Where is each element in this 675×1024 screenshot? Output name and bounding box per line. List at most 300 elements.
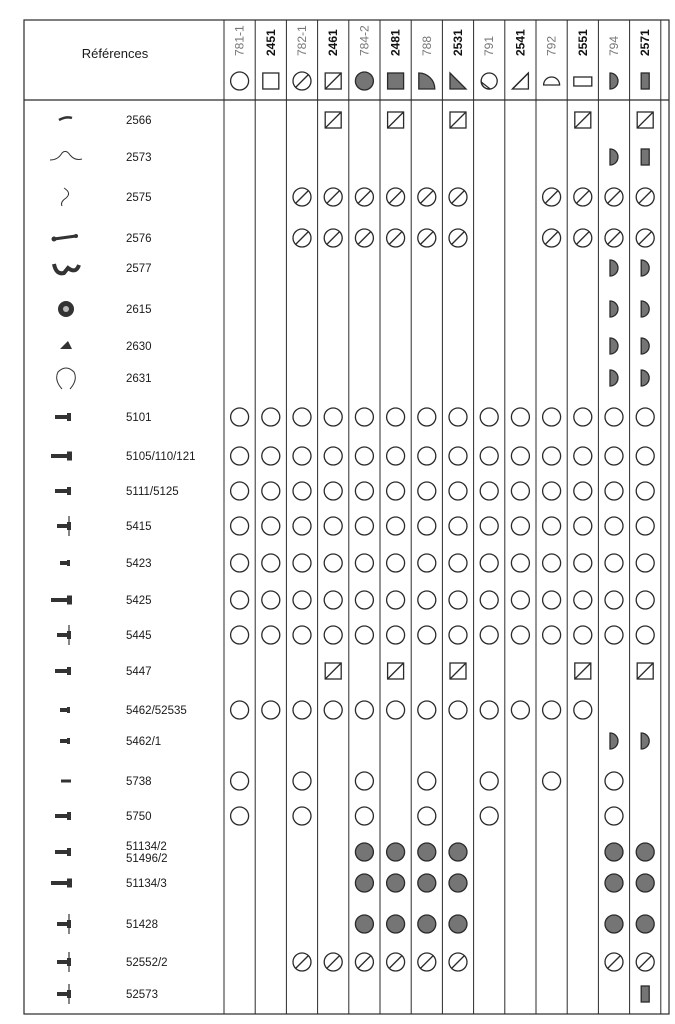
part-illustration-icon bbox=[51, 879, 72, 888]
compatibility-mark-icon bbox=[605, 517, 623, 535]
compatibility-mark-icon bbox=[605, 807, 623, 825]
column-header bbox=[293, 25, 311, 90]
reference-number: 51428 bbox=[126, 919, 158, 931]
compatibility-mark-icon bbox=[543, 229, 561, 247]
table-row bbox=[59, 112, 653, 128]
compatibility-mark-icon bbox=[355, 229, 373, 247]
part-illustration-icon bbox=[60, 738, 70, 744]
compatibility-mark-icon bbox=[293, 517, 311, 535]
column-code: 2461 bbox=[326, 29, 341, 56]
compatibility-mark-icon bbox=[605, 591, 623, 609]
column-code: 782-1 bbox=[295, 25, 309, 56]
compatibility-mark-icon bbox=[387, 915, 405, 933]
compatibility-mark-icon bbox=[605, 188, 623, 206]
part-illustration-icon bbox=[58, 301, 74, 317]
part-illustration-icon bbox=[55, 413, 71, 421]
compatibility-mark-icon bbox=[418, 874, 436, 892]
compatibility-mark-icon bbox=[575, 663, 591, 679]
compatibility-mark-icon bbox=[543, 482, 561, 500]
compatibility-mark-icon bbox=[511, 554, 529, 572]
compatibility-mark-icon bbox=[293, 482, 311, 500]
compatibility-mark-icon bbox=[511, 701, 529, 719]
compatibility-mark-icon bbox=[610, 301, 618, 317]
column-code: 2531 bbox=[451, 29, 465, 56]
column-header bbox=[419, 36, 435, 89]
compatibility-mark-icon bbox=[610, 338, 618, 354]
column-code: 2571 bbox=[638, 29, 653, 56]
compatibility-mark-icon bbox=[636, 554, 654, 572]
column-header bbox=[607, 36, 621, 89]
compatibility-mark-icon bbox=[324, 591, 342, 609]
compatibility-mark-icon bbox=[574, 591, 592, 609]
table-row bbox=[57, 516, 654, 536]
compatibility-mark-icon bbox=[418, 772, 436, 790]
table-row bbox=[51, 874, 654, 892]
compatibility-mark-icon bbox=[511, 408, 529, 426]
compatibility-mark-icon bbox=[605, 843, 623, 861]
legend-symbol-icon bbox=[574, 77, 592, 86]
compatibility-mark-icon bbox=[387, 517, 405, 535]
compatibility-mark-icon bbox=[637, 112, 653, 128]
compatibility-mark-icon bbox=[262, 591, 280, 609]
compatibility-mark-icon bbox=[388, 663, 404, 679]
reference-number: 2573 bbox=[126, 152, 152, 164]
compatibility-mark-icon bbox=[574, 517, 592, 535]
table-row bbox=[57, 914, 654, 934]
compatibility-mark-icon bbox=[449, 554, 467, 572]
part-illustration-icon bbox=[62, 188, 69, 206]
compatibility-mark-icon bbox=[231, 447, 249, 465]
compatibility-mark-icon bbox=[543, 447, 561, 465]
compatibility-mark-icon bbox=[605, 229, 623, 247]
compatibility-mark-icon bbox=[418, 701, 436, 719]
compatibility-mark-icon bbox=[355, 591, 373, 609]
legend-symbol-icon bbox=[293, 72, 311, 90]
reference-number: 5423 bbox=[126, 558, 152, 570]
reference-number: 2576 bbox=[126, 233, 152, 245]
part-illustration-icon bbox=[52, 234, 79, 242]
compatibility-mark-icon bbox=[511, 591, 529, 609]
compatibility-mark-icon bbox=[231, 626, 249, 644]
table-row bbox=[55, 408, 654, 426]
compatibility-mark-icon bbox=[480, 591, 498, 609]
compatibility-mark-icon bbox=[324, 408, 342, 426]
compatibility-mark-icon bbox=[641, 260, 649, 276]
compatibility-mark-icon bbox=[636, 874, 654, 892]
part-illustration-icon bbox=[55, 848, 71, 856]
compatibility-mark-icon bbox=[511, 447, 529, 465]
compatibility-mark-icon bbox=[325, 112, 341, 128]
compatibility-mark-icon bbox=[387, 591, 405, 609]
compatibility-mark-icon bbox=[324, 953, 342, 971]
compatibility-mark-icon bbox=[324, 701, 342, 719]
compatibility-mark-icon bbox=[605, 626, 623, 644]
compatibility-mark-icon bbox=[418, 229, 436, 247]
reference-number: 5445 bbox=[126, 630, 152, 642]
reference-number: 2631 bbox=[126, 373, 152, 385]
part-illustration-icon bbox=[57, 625, 71, 645]
compatibility-mark-icon bbox=[418, 953, 436, 971]
reference-number: 5111/5125 bbox=[126, 486, 179, 498]
legend-symbol-icon bbox=[325, 73, 341, 89]
compatibility-mark-icon bbox=[231, 701, 249, 719]
compatibility-mark-icon bbox=[605, 772, 623, 790]
reference-number: 5415 bbox=[126, 521, 152, 533]
compatibility-mark-icon bbox=[293, 591, 311, 609]
compatibility-mark-icon bbox=[641, 338, 649, 354]
column-header bbox=[512, 29, 528, 89]
compatibility-mark-icon bbox=[610, 260, 618, 276]
legend-symbol-icon bbox=[355, 72, 373, 90]
reference-number: 2577 bbox=[126, 263, 152, 275]
compatibility-mark-icon bbox=[418, 447, 436, 465]
legend-symbol-icon bbox=[512, 73, 528, 89]
table-row bbox=[55, 841, 654, 865]
part-illustration-icon bbox=[57, 516, 71, 536]
compatibility-mark-icon bbox=[574, 482, 592, 500]
compatibility-mark-icon bbox=[449, 229, 467, 247]
compatibility-mark-icon bbox=[387, 953, 405, 971]
compatibility-mark-icon bbox=[574, 701, 592, 719]
compatibility-mark-icon bbox=[418, 626, 436, 644]
table-row bbox=[52, 229, 655, 247]
reference-number: 5105/110/121 bbox=[126, 451, 196, 463]
compatibility-mark-icon bbox=[293, 772, 311, 790]
compatibility-mark-icon bbox=[262, 517, 280, 535]
compatibility-mark-icon bbox=[511, 482, 529, 500]
compatibility-mark-icon bbox=[637, 663, 653, 679]
compatibility-mark-icon bbox=[262, 626, 280, 644]
compatibility-mark-icon bbox=[574, 626, 592, 644]
legend-symbol-icon bbox=[481, 73, 497, 89]
compatibility-mark-icon bbox=[293, 408, 311, 426]
compatibility-mark-icon bbox=[543, 517, 561, 535]
compatibility-mark-icon bbox=[324, 517, 342, 535]
column-code: 792 bbox=[544, 35, 559, 56]
compatibility-mark-icon bbox=[636, 843, 654, 861]
compatibility-mark-icon bbox=[387, 626, 405, 644]
compatibility-mark-icon bbox=[605, 447, 623, 465]
compatibility-mark-icon bbox=[641, 986, 649, 1002]
compatibility-mark-icon bbox=[543, 188, 561, 206]
legend-symbol-icon bbox=[419, 73, 435, 89]
compatibility-mark-icon bbox=[418, 807, 436, 825]
compatibility-mark-icon bbox=[480, 482, 498, 500]
compatibility-mark-icon bbox=[480, 772, 498, 790]
table-row bbox=[55, 663, 653, 679]
table-row bbox=[57, 625, 654, 645]
column-header bbox=[574, 29, 592, 86]
table-row bbox=[55, 482, 654, 500]
compatibility-mark-icon bbox=[355, 701, 373, 719]
part-illustration-icon bbox=[50, 151, 82, 160]
column-code: 2541 bbox=[513, 29, 528, 56]
compatibility-mark-icon bbox=[355, 807, 373, 825]
reference-number: 5425 bbox=[126, 595, 152, 607]
part-illustration-icon bbox=[59, 117, 72, 120]
compatibility-mark-icon bbox=[636, 482, 654, 500]
compatibility-mark-icon bbox=[293, 229, 311, 247]
part-illustration-icon bbox=[61, 780, 71, 783]
compatibility-mark-icon bbox=[574, 408, 592, 426]
compatibility-mark-icon bbox=[480, 701, 498, 719]
compatibility-mark-icon bbox=[324, 229, 342, 247]
table-row bbox=[50, 149, 649, 165]
compatibility-mark-icon bbox=[610, 733, 618, 749]
compatibility-mark-icon bbox=[574, 447, 592, 465]
part-illustration-icon bbox=[55, 812, 71, 820]
table-grid bbox=[24, 20, 669, 1014]
compatibility-mark-icon bbox=[543, 408, 561, 426]
legend-symbol-icon bbox=[641, 73, 649, 89]
compatibility-mark-icon bbox=[355, 772, 373, 790]
column-code: 2451 bbox=[263, 29, 278, 56]
column-header bbox=[638, 29, 652, 89]
reference-number: 5101 bbox=[126, 412, 152, 424]
legend-symbol-icon bbox=[231, 72, 249, 90]
column-code: 794 bbox=[607, 35, 621, 56]
compatibility-mark-icon bbox=[293, 701, 311, 719]
table-row bbox=[57, 952, 654, 972]
compatibility-mark-icon bbox=[231, 482, 249, 500]
compatibility-mark-icon bbox=[387, 188, 405, 206]
reference-number: 2615 bbox=[126, 304, 152, 316]
compatibility-mark-icon bbox=[262, 701, 280, 719]
compatibility-mark-icon bbox=[231, 772, 249, 790]
compatibility-mark-icon bbox=[355, 408, 373, 426]
compatibility-mark-icon bbox=[605, 482, 623, 500]
part-illustration-icon bbox=[57, 914, 71, 934]
table-row bbox=[54, 260, 649, 276]
part-illustration-icon bbox=[51, 596, 72, 605]
compatibility-mark-icon bbox=[355, 517, 373, 535]
compatibility-mark-icon bbox=[605, 408, 623, 426]
column-code: 791 bbox=[482, 35, 497, 56]
table-header bbox=[82, 25, 652, 90]
reference-number: 51134/2 bbox=[126, 841, 167, 853]
compatibility-mark-icon bbox=[610, 370, 618, 386]
reference-number: 5738 bbox=[126, 776, 152, 788]
compatibility-mark-icon bbox=[449, 953, 467, 971]
compatibility-mark-icon bbox=[605, 915, 623, 933]
compatibility-mark-icon bbox=[449, 408, 467, 426]
compatibility-mark-icon bbox=[262, 408, 280, 426]
compatibility-mark-icon bbox=[418, 188, 436, 206]
reference-number: 51134/3 bbox=[126, 878, 167, 890]
compatibility-mark-icon bbox=[293, 807, 311, 825]
table-row bbox=[60, 338, 649, 354]
compatibility-mark-icon bbox=[231, 517, 249, 535]
part-illustration-icon bbox=[54, 264, 79, 273]
compatibility-mark-icon bbox=[480, 554, 498, 572]
table-row bbox=[60, 554, 654, 572]
part-illustration-icon bbox=[57, 984, 71, 1004]
table-body bbox=[50, 112, 654, 1004]
compatibility-mark-icon bbox=[231, 807, 249, 825]
compatibility-mark-icon bbox=[355, 482, 373, 500]
compatibility-mark-icon bbox=[449, 874, 467, 892]
compatibility-mark-icon bbox=[324, 447, 342, 465]
compatibility-mark-icon bbox=[387, 843, 405, 861]
compatibility-mark-icon bbox=[293, 953, 311, 971]
compatibility-mark-icon bbox=[605, 554, 623, 572]
compatibility-mark-icon bbox=[387, 874, 405, 892]
compatibility-mark-icon bbox=[480, 517, 498, 535]
compatibility-mark-icon bbox=[418, 915, 436, 933]
compatibility-mark-icon bbox=[449, 591, 467, 609]
compatibility-mark-icon bbox=[543, 554, 561, 572]
compatibility-mark-icon bbox=[636, 408, 654, 426]
reference-number: 2630 bbox=[126, 341, 152, 353]
compatibility-mark-icon bbox=[480, 408, 498, 426]
compatibility-mark-icon bbox=[355, 554, 373, 572]
reference-number: 2566 bbox=[126, 115, 152, 127]
compatibility-mark-icon bbox=[449, 188, 467, 206]
compatibility-mark-icon bbox=[636, 915, 654, 933]
compatibility-mark-icon bbox=[293, 447, 311, 465]
compatibility-mark-icon bbox=[574, 554, 592, 572]
compatibility-mark-icon bbox=[449, 915, 467, 933]
compatibility-mark-icon bbox=[449, 517, 467, 535]
compatibility-mark-icon bbox=[418, 482, 436, 500]
legend-symbol-icon bbox=[610, 73, 618, 89]
compatibility-mark-icon bbox=[641, 301, 649, 317]
part-illustration-icon bbox=[57, 368, 76, 389]
legend-symbol-icon bbox=[544, 77, 560, 85]
compatibility-mark-icon bbox=[355, 915, 373, 933]
compatibility-mark-icon bbox=[387, 701, 405, 719]
compatibility-mark-icon bbox=[262, 447, 280, 465]
compatibility-mark-icon bbox=[449, 843, 467, 861]
compatibility-mark-icon bbox=[418, 843, 436, 861]
compatibility-mark-icon bbox=[575, 112, 591, 128]
compatibility-mark-icon bbox=[636, 517, 654, 535]
compatibility-mark-icon bbox=[387, 408, 405, 426]
table-row bbox=[57, 368, 650, 389]
column-header bbox=[388, 29, 404, 89]
part-illustration-icon bbox=[51, 452, 72, 461]
compatibility-mark-icon bbox=[543, 591, 561, 609]
compatibility-mark-icon bbox=[355, 447, 373, 465]
column-code: 781-1 bbox=[232, 25, 247, 56]
table-row bbox=[60, 733, 649, 749]
column-code: 788 bbox=[419, 35, 434, 56]
column-code: 784-2 bbox=[357, 25, 372, 56]
compatibility-mark-icon bbox=[388, 112, 404, 128]
part-illustration-icon bbox=[55, 487, 71, 495]
column-header bbox=[263, 29, 279, 89]
reference-number: 5447 bbox=[126, 666, 152, 678]
compatibility-mark-icon bbox=[449, 701, 467, 719]
reference-number: 51496/2 bbox=[126, 853, 168, 865]
compatibility-mark-icon bbox=[355, 874, 373, 892]
compatibility-mark-icon bbox=[543, 701, 561, 719]
part-illustration-icon bbox=[60, 707, 70, 713]
compatibility-mark-icon bbox=[231, 591, 249, 609]
compatibility-mark-icon bbox=[511, 626, 529, 644]
compatibility-mark-icon bbox=[355, 626, 373, 644]
table-row bbox=[55, 807, 623, 825]
compatibility-mark-icon bbox=[324, 188, 342, 206]
legend-symbol-icon bbox=[450, 73, 466, 89]
reference-number: 5750 bbox=[126, 811, 152, 823]
compatibility-mark-icon bbox=[636, 591, 654, 609]
compatibility-mark-icon bbox=[262, 554, 280, 572]
compatibility-mark-icon bbox=[641, 370, 649, 386]
legend-symbol-icon bbox=[263, 73, 279, 89]
compatibility-mark-icon bbox=[480, 626, 498, 644]
compatibility-mark-icon bbox=[636, 447, 654, 465]
compatibility-mark-icon bbox=[605, 953, 623, 971]
compatibility-mark-icon bbox=[574, 229, 592, 247]
compatibility-mark-icon bbox=[449, 482, 467, 500]
compatibility-mark-icon bbox=[543, 626, 561, 644]
compatibility-mark-icon bbox=[355, 188, 373, 206]
column-code: 2551 bbox=[575, 29, 590, 56]
compatibility-mark-icon bbox=[324, 626, 342, 644]
compatibility-mark-icon bbox=[387, 482, 405, 500]
column-header bbox=[325, 29, 341, 89]
compatibility-mark-icon bbox=[355, 843, 373, 861]
compatibility-mark-icon bbox=[387, 447, 405, 465]
compatibility-mark-icon bbox=[325, 663, 341, 679]
compatibility-mark-icon bbox=[418, 591, 436, 609]
compatibility-mark-icon bbox=[293, 188, 311, 206]
references-header: Références bbox=[81, 46, 149, 61]
compatibility-mark-icon bbox=[293, 626, 311, 644]
compatibility-mark-icon bbox=[450, 112, 466, 128]
compatibility-mark-icon bbox=[543, 772, 561, 790]
column-header bbox=[231, 25, 249, 90]
reference-number: 5462/52535 bbox=[126, 705, 187, 717]
compatibility-mark-icon bbox=[418, 554, 436, 572]
part-illustration-icon bbox=[60, 341, 72, 349]
compatibility-mark-icon bbox=[355, 953, 373, 971]
compatibility-mark-icon bbox=[636, 953, 654, 971]
reference-number: 52552/2 bbox=[126, 957, 168, 969]
compatibility-mark-icon bbox=[574, 188, 592, 206]
reference-number: 5462/1 bbox=[126, 736, 162, 748]
compatibility-mark-icon bbox=[262, 482, 280, 500]
table-row bbox=[51, 591, 654, 609]
reference-number: 2575 bbox=[126, 192, 152, 204]
compatibility-mark-icon bbox=[641, 149, 649, 165]
table-row bbox=[58, 301, 649, 317]
legend-symbol-icon bbox=[388, 73, 404, 89]
column-header bbox=[355, 25, 373, 90]
table-row bbox=[57, 984, 649, 1004]
compatibility-mark-icon bbox=[449, 626, 467, 644]
compatibility-mark-icon bbox=[231, 554, 249, 572]
compatibility-mark-icon bbox=[418, 517, 436, 535]
column-header bbox=[544, 36, 560, 85]
compatibility-mark-icon bbox=[324, 554, 342, 572]
compatibility-mark-icon bbox=[511, 517, 529, 535]
column-header bbox=[450, 29, 466, 89]
table-row bbox=[60, 701, 592, 719]
compatibility-mark-icon bbox=[636, 188, 654, 206]
compatibility-mark-icon bbox=[480, 447, 498, 465]
compatibility-mark-icon bbox=[449, 447, 467, 465]
column-code: 2481 bbox=[388, 29, 403, 56]
part-illustration-icon bbox=[57, 952, 71, 972]
compatibility-mark-icon bbox=[324, 482, 342, 500]
compatibility-mark-icon bbox=[636, 626, 654, 644]
table-row bbox=[51, 447, 654, 465]
compatibility-mark-icon bbox=[641, 733, 649, 749]
table-row bbox=[62, 188, 655, 206]
compatibility-mark-icon bbox=[387, 229, 405, 247]
